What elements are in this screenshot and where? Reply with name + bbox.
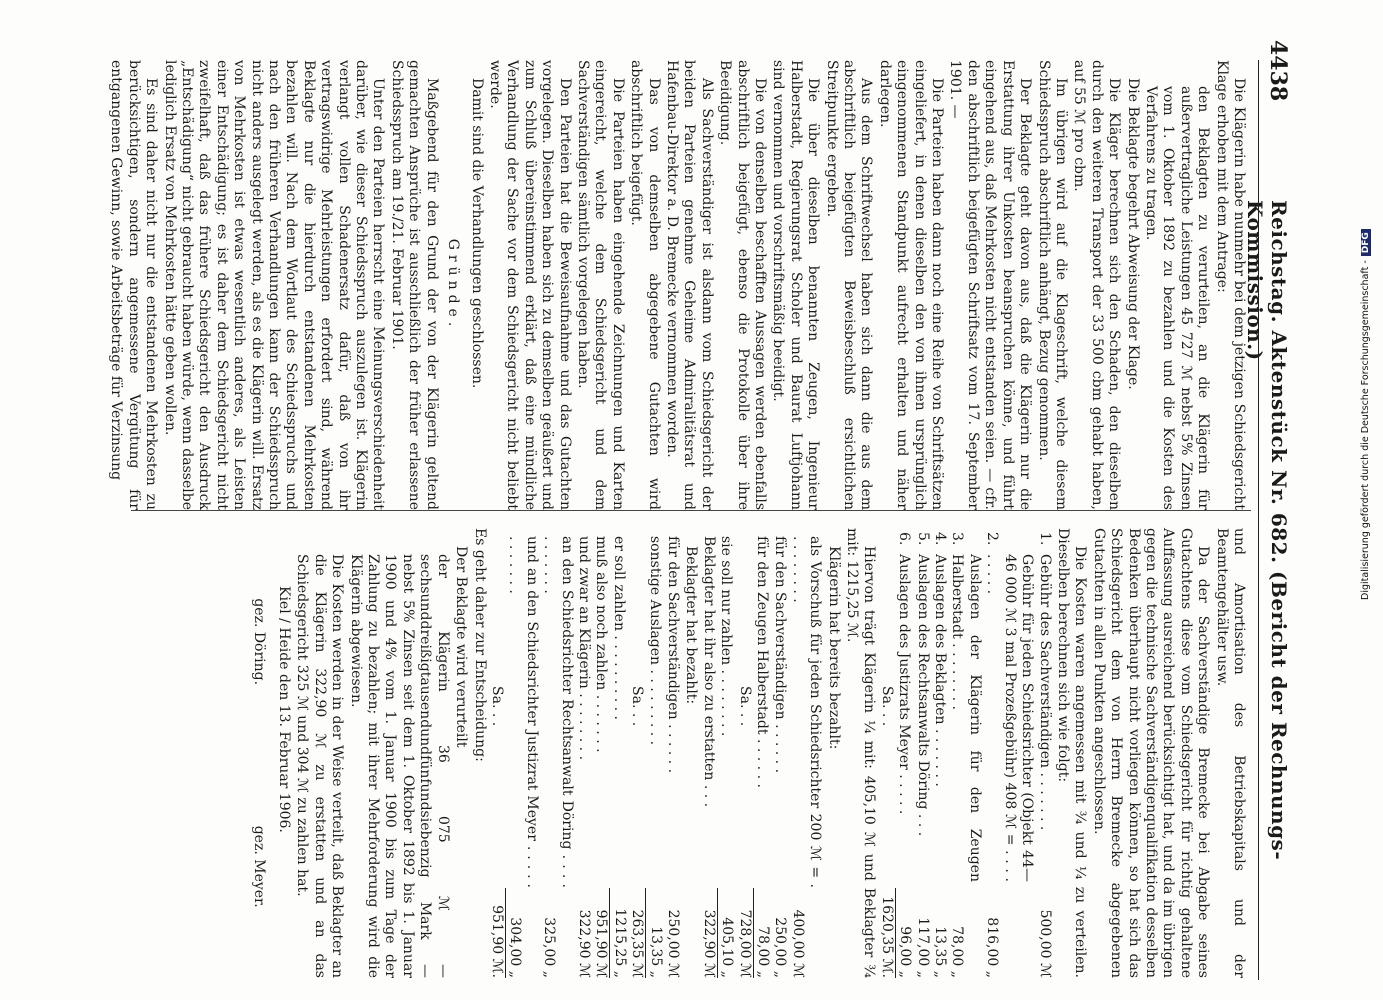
section-heading: Gründe. (445, 238, 462, 332)
cost-item-text: Gebühr für jeden Schiedsrichter (Objekt 44—46 000 ℳ 3 mal Prozeßgebühr) 408 ℳ = . . . . . . . . . (984, 554, 1036, 882)
cost-item-number: 2. (984, 532, 1001, 546)
ledger-value: 325,00 „ (541, 917, 558, 978)
cost-item-value: 500,00 ℳ (1036, 909, 1053, 978)
ledger-row (788, 528, 823, 978)
cost-item-number: 4. (932, 532, 949, 546)
ledger-text: als Vorschuß für jeden Schiedsrichter 200 ℳ = . . . . . . . . . (789, 536, 824, 888)
left-column (106, 60, 1247, 510)
subheading: Beklagter hat bezahlt: (683, 546, 700, 705)
ledger-total-row (735, 528, 752, 978)
subheading: Klägerin hat bereits bezahlt: (825, 546, 842, 750)
paragraph: den Beklagten zu verurteilen, an die Klägerin für außervertragliche Leistungen 45 727 ℳ nebst 5% Zinsen vom 1. Oktober 1892 zu bezahlen und die Kosten des Verfahrens zu tragen. (1142, 86, 1212, 510)
ledger-text: für den Sachverständigen . . . . . . (772, 536, 789, 774)
signatures (249, 528, 266, 978)
paragraph: Das von demselben abgegebene Gutachten wird abschriftlich beigefügt. (628, 60, 662, 510)
page-header (1243, 40, 1291, 960)
cost-item-value: 13,35 „ (932, 926, 949, 978)
paragraph: der Klägerin 36 075 ℳ — sechsunddreißigtausendundfünfundsiebenzig Mark — nebst 5% Zinsen seit dem 1. Oktober 1892 bis 1. Januar 1900 und 4% vom 1. Januar 1900 bis zum Tage der Zahlung zu bezahlen; mit ihrer Mehrforderung wird die Klägerin abgewiesen. (347, 554, 451, 978)
ledger-row (753, 528, 771, 978)
paragraph: Die Beklagte begehrt Abweisung der Klage. (1124, 78, 1141, 390)
ledger-text: sonstige Auslagen . . . . . . . . . (646, 536, 663, 746)
ledger-value: 78,00 „ (753, 888, 771, 978)
paragraph: Die Parteien haben dann noch eine Reihe von Schriftsätzen eingeliefert, in denen dieselben den von ihnen ursprünglich eingenommenen Standpunkt aufrecht erhalten und näher darlegen. (876, 60, 946, 510)
cost-item-value: 96,00 „ (895, 888, 913, 978)
running-title: Reichstag. Aktenstück Nr. 682. (Bericht der Rechnungs-Kommission.) (1243, 200, 1291, 861)
ledger-total-row (488, 528, 505, 978)
ledger-value: 400,00 ℳ (789, 909, 806, 978)
ledger-value: 1215,25 „ (609, 888, 627, 978)
ledger-value: 322,90 ℳ (575, 909, 592, 978)
paragraph: Die von denselben beschafften Aussagen werden ebenfalls abschriftlich beigefügt, ebenso die Protokolle über ihre Beeidigung. (717, 60, 769, 510)
paragraph: Es geht daher zur Entscheidung: (471, 528, 488, 762)
ledger-text: an den Schiedsrichter Rechtsanwalt Döring . . . . . . . . . . . (541, 536, 575, 888)
header-rule (1258, 60, 1259, 980)
ledger-text: muß also noch zahlen . . . . . . . (593, 536, 610, 753)
cost-item-number: 3. (949, 532, 966, 546)
paragraph: Die Kläger berechnen sich den Schaden, den dieselben durch den weiteren Transport der 33 500 cbm gehabt haben, auf 55 ℳ pro cbm. (1071, 60, 1123, 510)
paragraph: Damit sind die Verhandlungen geschlossen. (468, 78, 485, 389)
paragraph: Den Parteien hat die Beweisaufnahme und das Gutachten vorgelegen. Dieselben haben sich zu demselben geäußert und zum Schluß übereinstimmend erklärt, daß eine mündliche Verhandlung der Sache vor dem Schiedsgericht nicht beliebt werde. (486, 60, 573, 510)
paragraph: Der Beklagte geht davon aus, daß die Klägerin nur die Erstattung ihrer Unkosten beanspruchen könne, und führt eingehend aus, daß Mehrkosten nicht entstanden seien. — cfr. den abschriftlich beigefügten Schriftsatz vom 17. September 1901. — (947, 60, 1034, 510)
paragraph: Maßgebend für den Grund der von der Klägerin geltend gemachten Ansprüche ist ausschließlich der früher erlassene Schiedsspruch am 19./21. Februar 1901. (388, 60, 440, 510)
ledger-row (592, 528, 609, 978)
credit-text: Digitalisierung gefördert durch die Deutsche Forschungsgemeinschaft - (1360, 260, 1371, 600)
signature: gez. Meyer. (250, 825, 267, 908)
ledger-row (609, 528, 627, 978)
ledger-total-label: Sa. . . (736, 686, 753, 727)
ledger-row (645, 528, 663, 978)
ledger-row (540, 528, 575, 978)
ledger-row (771, 528, 788, 978)
ledger-total-label: Sa. . . (488, 686, 505, 727)
ledger-text: sie soll nur zahlen . . . . . . . . (718, 536, 735, 737)
paragraph: Der Beklagte wird verurteilt (453, 546, 470, 748)
ledger-text: und zwar an Klägerin . . . . . . . . (575, 536, 592, 761)
ledger-text: Beklagter hat ihr also zu erstatten . . . (700, 536, 717, 808)
ledger-value: 322,90 ℳ (700, 909, 717, 978)
cost-item-text: Auslagen des Rechtsanwalts Döring . . . (914, 554, 931, 837)
cost-item-text: Auslagen des Beklagten . . . . . . . (932, 554, 949, 787)
paragraph: Die Parteien haben eingehende Zeichnungen und Karten eingereicht, welche dem Schiedsgericht und dem Sachverständigen sämtlich vorgelegen haben. (574, 60, 626, 510)
paragraph: Die über dieselben benannten Zeugen, Ingenieur Halberstadt, Regierungsrat Scholer und Baurat Luftjohann sind vernommen und vorschriftsmäßig beeidigt. (770, 60, 822, 510)
right-column (249, 528, 1247, 978)
paragraph: Hiervon trägt Klägerin ¼ mit: 405,10 ℳ und Beklagter ¾ mit: 1215,25 ℳ. (844, 528, 878, 978)
cost-item (983, 528, 1035, 978)
paragraph: Als Sachverständiger ist alsdann vom Schiedsgericht der beiden Parteien genehme Geheime Admiralitätsrat und Hafenbau-Direktor a. D. Bremecke vernommen worden. (664, 60, 715, 510)
ledger-text: er soll zahlen . . . . . . . . . . (610, 536, 627, 720)
cost-total-value: 1620,35 ℳ. (878, 896, 895, 978)
ledger-value: 951,90 ℳ (593, 909, 610, 978)
cost-item (913, 528, 930, 978)
cost-item (931, 528, 948, 978)
paragraph: Da der Sachverständige Bremecke bei Abgabe seines Gutachtens diese vom Schiedsgericht für richtig gehaltene Auffassung ausreichend berücksichtigt hat, und da im übrigen gegen die technische Sachverständigenqualifikation desselben Bedenken überhaupt nicht vorliegen können, so hat sich das Schiedsgericht dem von Herrn Bremecke abgegebenen Gutachten in allen Punkten angeschlossen. (1090, 528, 1212, 978)
ledger-row (717, 528, 735, 978)
cost-item-value: 816,00 „ (984, 917, 1001, 978)
cost-total-label: Sa. . . (878, 686, 895, 727)
ledger-total-value: 263,35 ℳ (629, 909, 646, 978)
signature: gez. Döring. (250, 598, 267, 686)
digitization-credit (1360, 229, 1371, 600)
ledger-total-row (628, 528, 645, 978)
paragraph: Im übrigen wird auf die Klageschrift, welche diesem Schiedsspruch abschriftlich anhängt, Bezug genommen. (1035, 60, 1069, 510)
ledger-value: 250,00 ℳ (665, 909, 681, 978)
ledger-value: 250,00 „ (772, 917, 789, 978)
cost-item-number: 1. (1036, 532, 1053, 546)
paragraph: Die Kosten werden in der Weise verteilt, daß Beklagter an die Klägerin 322,90 ℳ zu erstatten und an das Schiedsgericht 325 ℳ und 304 ℳ zu zahlen hat. (294, 554, 346, 978)
paragraph: Die Klägerin habe nunmehr bei dem jetzigen Schiedsgericht Klage erhoben mit dem Antrage: (1213, 60, 1247, 510)
cost-item-text: Auslagen des Justizrats Meyer . . . . . (896, 554, 913, 815)
ledger-value: 405,10 „ (717, 888, 735, 978)
ledger-row (664, 528, 681, 978)
cost-item-text: Auslagen der Klägerin für den Zeugen Halberstadt . . . . . . . . (949, 554, 983, 882)
paragraph: Es sind daher nicht nur die entstandenen Mehrkosten zu berücksichtigen, sondern angemessene Vergütung für entgangenen Gewinn, sowie Arbeitsbeträge für Verzinsung (108, 60, 160, 510)
column-separator (131, 510, 1251, 511)
ledger-value: 304,00 „ (505, 888, 523, 978)
paragraph: Aus dem Schriftwechsel haben sich dann die aus dem abschriftlich beigefügten Beweisbeschluß ersichtlichen Streitpunkte ergeben. (823, 60, 875, 510)
ledger-total-value: 728,00 ℳ (736, 909, 753, 978)
cost-item-text: Gebühr des Sachverständigen . . . . . . . (1036, 554, 1053, 831)
cost-list (877, 528, 1052, 978)
ledger-total-label: Sa. . . (629, 686, 646, 727)
page-number: 4438 (1265, 40, 1291, 102)
cost-item-value: 78,00 „ (949, 926, 966, 978)
ledger-row (575, 528, 592, 978)
cost-item-value: 117,00 „ (914, 917, 931, 978)
dfg-logo: DFG (1361, 229, 1371, 256)
ledger-value: 13,35 „ (645, 888, 663, 978)
ledger-text: für den Zeugen Halberstadt . . . . . . (754, 536, 771, 788)
cost-item (948, 528, 983, 978)
ledger-total-value: 951,90 ℳ. (488, 905, 505, 978)
ledger-text: und an den Schiedsrichter Justizrat Meyer . . . . . . . . . . . . (506, 536, 540, 888)
cost-total-row (877, 528, 894, 978)
cost-item (1035, 528, 1052, 978)
place-date: Kiel / Heide den 13. Februar 1906. (276, 586, 293, 833)
ledger-row (505, 528, 540, 978)
cost-item (895, 528, 913, 978)
paragraph: Die Kosten waren angemessen mit ¾ und ¼ zu verteilen. Dieselben berechnen sich wie folgt: (1054, 528, 1089, 978)
cost-item-number: 5. (914, 532, 931, 546)
paragraph: und Amortisation des Betriebskapitals und der Beamtengehälter usw. (1213, 528, 1247, 978)
ledger-row (699, 528, 716, 978)
cost-item-number: 6. (896, 532, 913, 546)
ledger-text: für den Sachverständigen . . . . . . (665, 536, 681, 774)
paragraph: Unter den Parteien herrscht eine Meinungsverschiedenheit darüber, wie dieser Schiedsspruch auszulegen ist. Klägerin verlangt vollen Schadenersatz dafür, daß von ihr vertragswidrige Mehrleistungen erfordert sind, während Beklagte nur die hierdurch entstandenen Mehrkosten bezahlen will. Nach dem Wortlaut des Schiedsspruchs und nach den früheren Verhandlungen kann der Schiedsspruch nicht anders ausgelegt werden, als es die Klägerin will. Ersatz von Mehrkosten ist etwas wesentlich anderes, als Leisten einer Entschädigung; es ist daher dem Schiedsgericht nicht zweifelhaft, daß das frühere Schiedsgericht den Ausdruck „Entschädigung“ nicht gebraucht haben würde, wenn dasselbe lediglich Ersatz von Mehrkosten hätte geben wollen. (161, 60, 387, 510)
